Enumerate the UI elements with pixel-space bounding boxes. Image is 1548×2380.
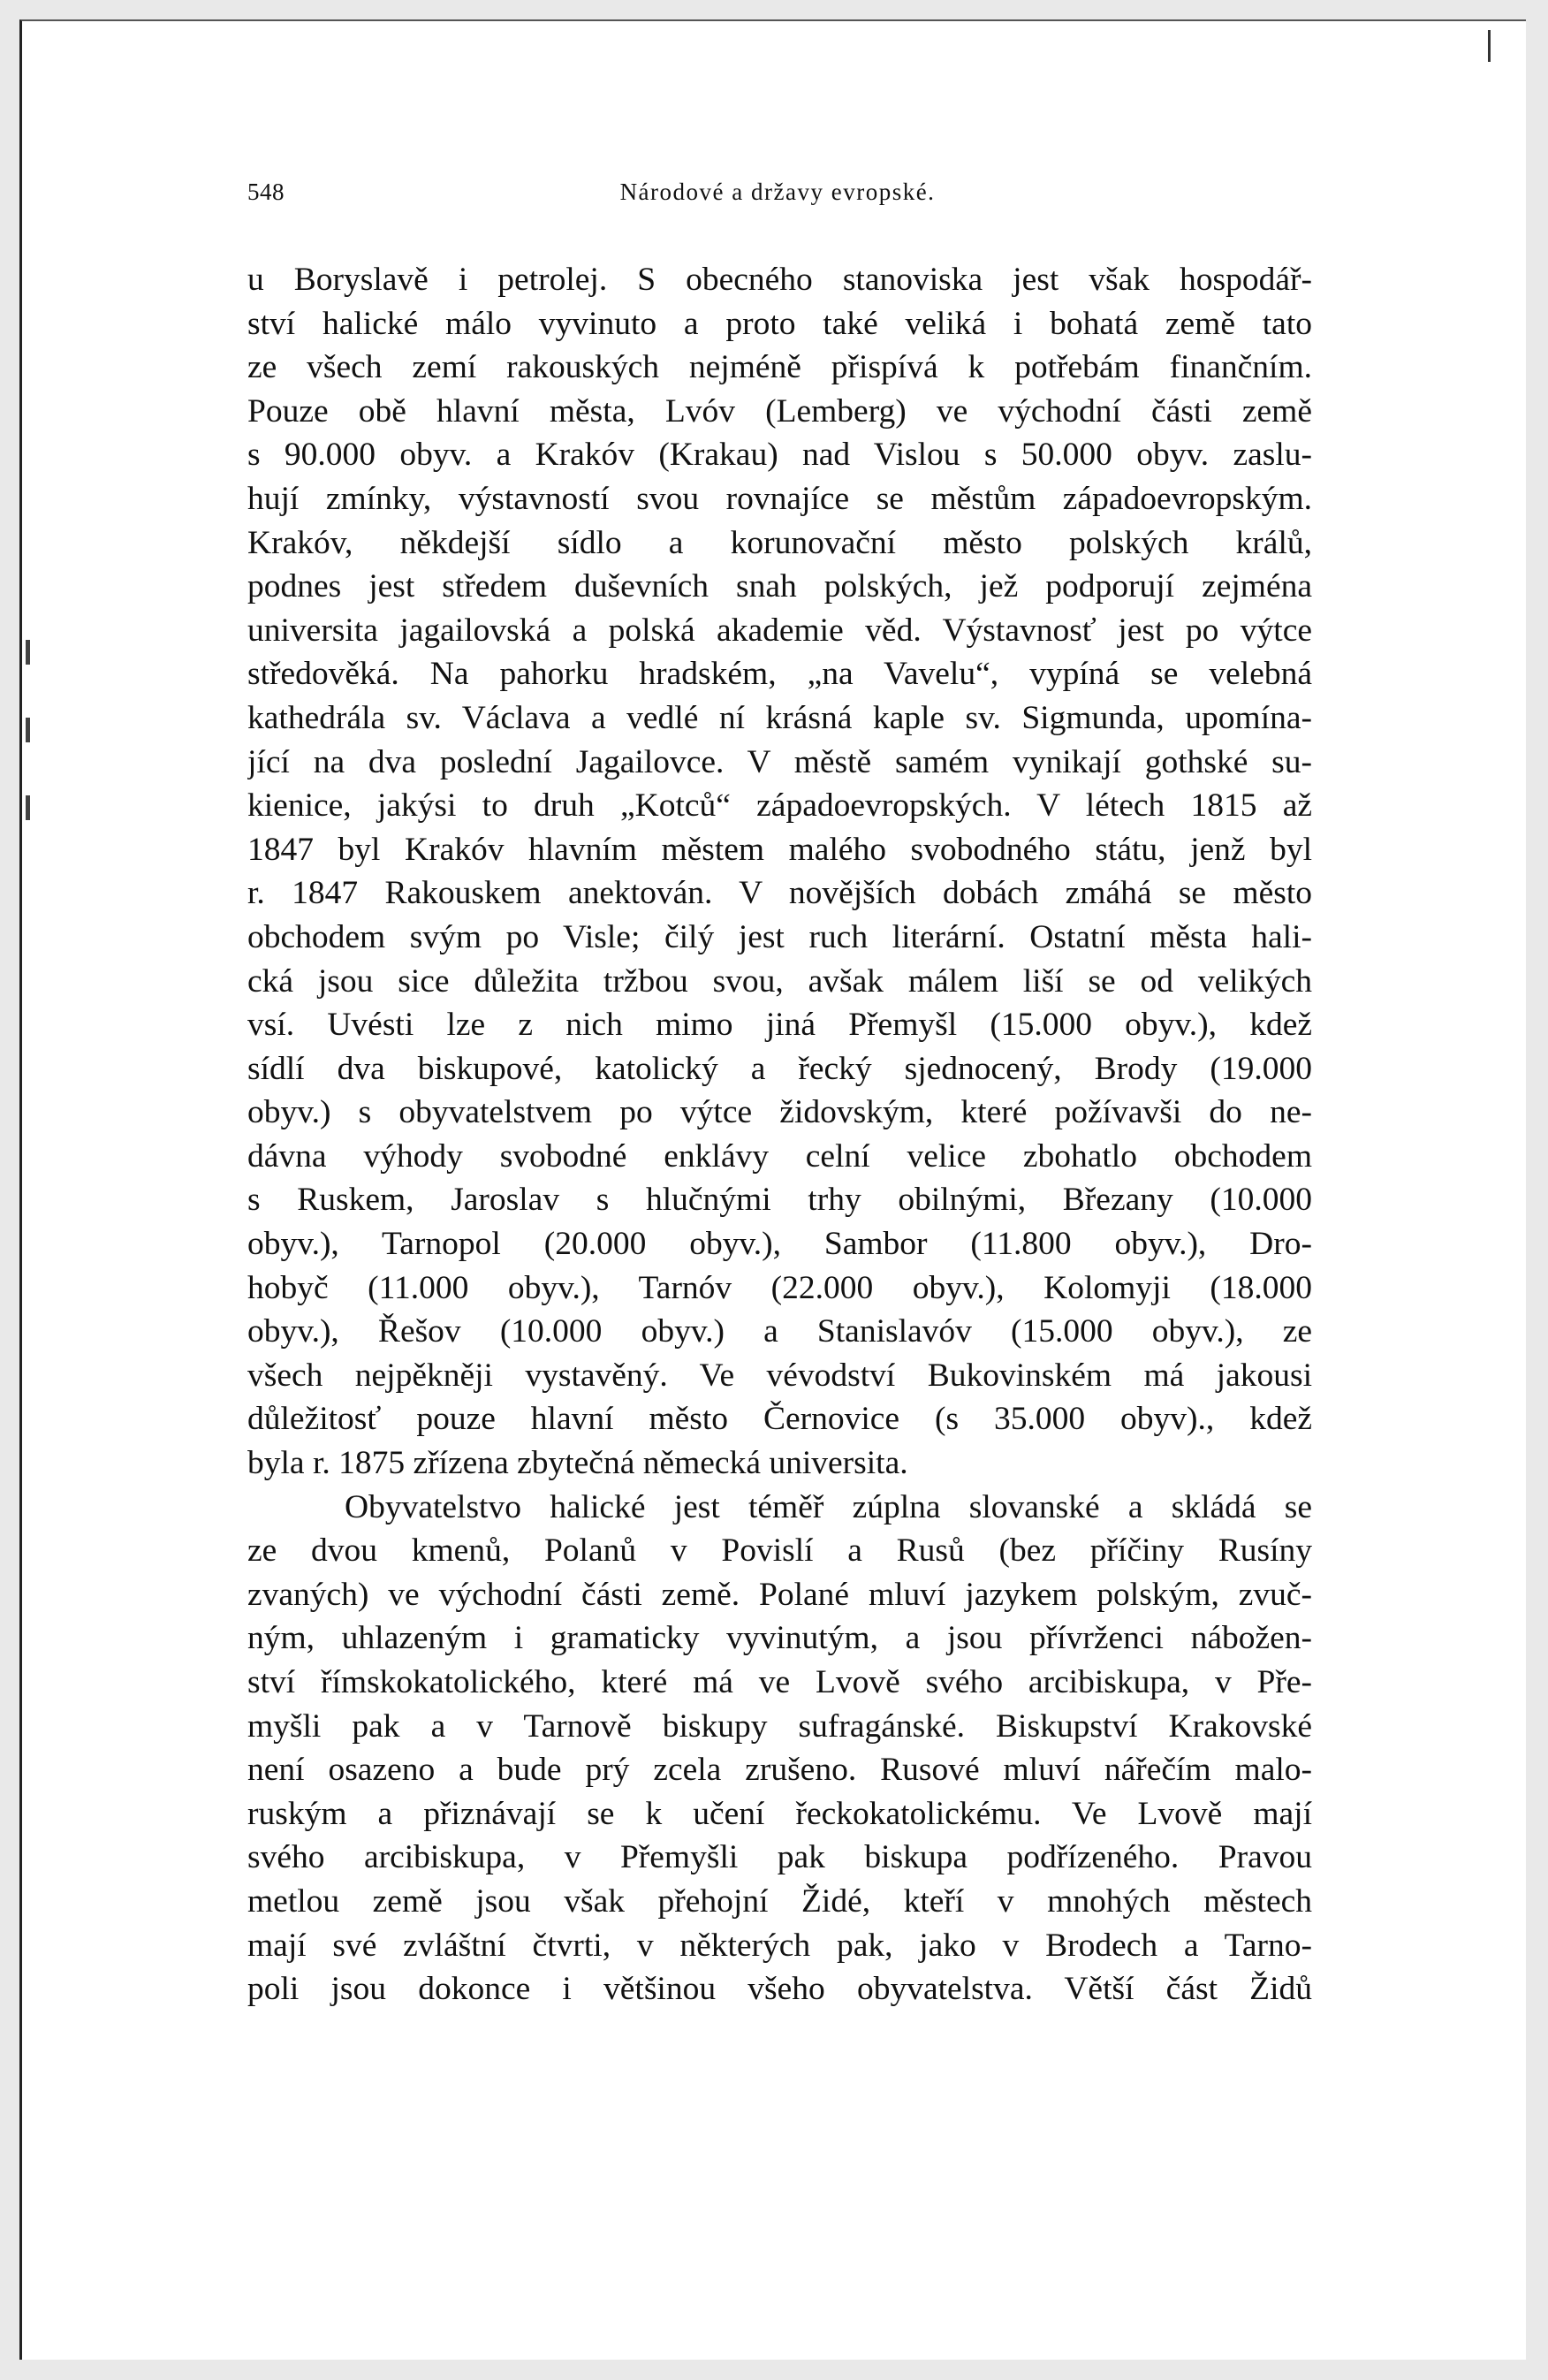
text-line: důležitosť pouze hlavní město Černovice (s 35.000 obyv)., kdež bbox=[247, 1401, 1312, 1438]
text-line: cká jsou sice důležita tržbou svou, avšak málem liší se od velikých bbox=[247, 962, 1312, 1000]
text-line: kienice, jakýsi to druh „Kotců“ západoevropských. V létech 1815 až bbox=[247, 787, 1312, 825]
text-line: obyv.), Řešov (10.000 obyv.) a Stanislavóv (15.000 obyv.), ze bbox=[247, 1313, 1312, 1350]
text-line: ství římskokatolického, které má ve Lvově svého arcibiskupa, v Pře- bbox=[247, 1664, 1312, 1700]
text-line: ným, uhlazeným i gramaticky vyvinutým, a jsou přívrženci nábožen- bbox=[247, 1620, 1312, 1657]
text-line: středověká. Na pahorku hradském, „na Vavelu“, vypíná se velebná bbox=[247, 656, 1312, 693]
text-line: hují zmínky, výstavností svou rovnajíce se městům západoevropským. bbox=[247, 480, 1312, 517]
text-line: poli jsou dokonce i většinou všeho obyvatelstva. Větší část Židů bbox=[247, 1971, 1312, 2008]
text-line: kathedrála sv. Václava a vedlé ní krásná kaple sv. Sigmunda, upomína- bbox=[247, 699, 1312, 736]
text-line: ze všech zemí rakouských nejméně přispívá k potřebám finančním. bbox=[247, 349, 1312, 386]
text-line: r. 1847 Rakouskem anektován. V novějších dobách zmáhá se město bbox=[247, 875, 1312, 912]
text-line: Krakóv, někdejší sídlo a korunovační město polských králů, bbox=[247, 524, 1312, 561]
text-line: vsí. Uvésti lze z nich mimo jiná Přemyšl (15.000 obyv.), kdež bbox=[247, 1007, 1312, 1044]
text-line: universita jagailovská a polská akademie věd. Výstavnosť jest po výtce bbox=[247, 612, 1312, 649]
text-line: hobyč (11.000 obyv.), Tarnóv (22.000 obyv.), Kolomyji (18.000 bbox=[247, 1269, 1312, 1306]
paragraph-start-line: Obyvatelstvo halické jest téměř zúplna slovanské a skládá se bbox=[345, 1488, 1312, 1525]
text-line: zvaných) ve východní části země. Polané mluví jazykem polským, zvuč- bbox=[247, 1576, 1312, 1613]
text-line: u Boryslavě i petrolej. S obecného stanoviska jest však hospodář- bbox=[247, 262, 1312, 298]
text-line: sídlí dva biskupové, katolický a řecký sjednocený, Brody (19.000 bbox=[247, 1050, 1312, 1087]
text-line: mají své zvláštní čtvrti, v některých pak, jako v Brodech a Tarno- bbox=[247, 1927, 1312, 1964]
text-line: svého arcibiskupa, v Přemyšli pak biskupa podřízeného. Pravou bbox=[247, 1839, 1312, 1876]
paragraph-end-line: byla r. 1875 zřízena zbytečná německá universita. bbox=[247, 1445, 908, 1482]
text-line: 1847 byl Krakóv hlavním městem malého svobodného státu, jenž byl bbox=[247, 831, 1312, 868]
text-line: obyv.) s obyvatelstvem po výtce židovským, které požívavši do ne- bbox=[247, 1094, 1312, 1131]
text-line: všech nejpěkněji vystavěný. Ve vévodství Bukovinském má jakousi bbox=[247, 1357, 1312, 1394]
text-line: Pouze obě hlavní města, Lvóv (Lemberg) ve východní části země bbox=[247, 392, 1312, 430]
running-title: Národové a državy evropské. bbox=[619, 179, 936, 205]
page-header bbox=[239, 179, 1317, 214]
text-line: myšli pak a v Tarnově biskupy sufragánské. Biskupství Krakovské bbox=[247, 1707, 1312, 1745]
text-line: s Ruskem, Jaroslav s hlučnými trhy obilnými, Březany (10.000 bbox=[247, 1182, 1312, 1219]
text-line: metlou země jsou však přehojní Židé, kteří v mnohých městech bbox=[247, 1882, 1312, 1920]
text-line: dávna výhody svobodné enklávy celní velice zbohatlo obchodem bbox=[247, 1137, 1312, 1175]
text-line: jící na dva poslední Jagailovce. V městě samém vynikají gothské su- bbox=[247, 743, 1312, 780]
text-line: není osazeno a bude prý zcela zrušeno. Rusové mluví nářečím malo- bbox=[247, 1752, 1312, 1789]
edge-mark bbox=[1488, 30, 1491, 62]
text-line: ze dvou kmenů, Polanů v Povislí a Rusů (bez příčiny Rusíny bbox=[247, 1532, 1312, 1570]
text-line: obyv.), Tarnopol (20.000 obyv.), Sambor (11.800 obyv.), Dro- bbox=[247, 1226, 1312, 1263]
text-line: podnes jest středem duševních snah polských, jež podporují zejména bbox=[247, 568, 1312, 605]
page-number: 548 bbox=[247, 179, 285, 205]
text-line: ruským a přiznávají se k učení řeckokatolickému. Ve Lvově mají bbox=[247, 1795, 1312, 1832]
text-line: s 90.000 obyv. a Krakóv (Krakau) nad Vislou s 50.000 obyv. zaslu- bbox=[247, 437, 1312, 474]
body-text bbox=[247, 258, 1312, 2011]
text-line: ství halické málo vyvinuto a proto také veliká i bohatá země tato bbox=[247, 305, 1312, 342]
binding-ticks bbox=[26, 640, 31, 873]
text-line: obchodem svým po Visle; čilý jest ruch literární. Ostatní města hali- bbox=[247, 918, 1312, 955]
